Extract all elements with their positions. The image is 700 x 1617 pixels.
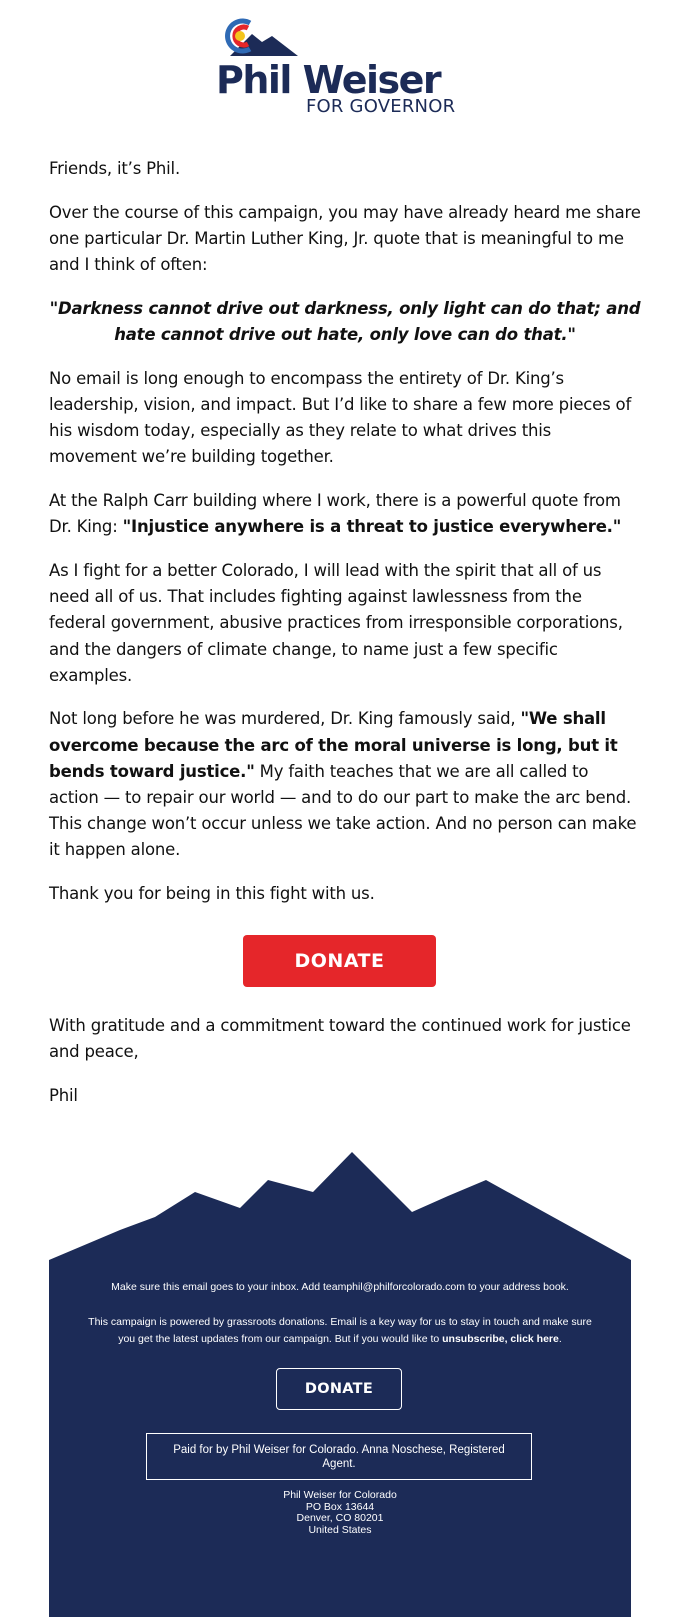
arc-text-a: Not long before he was murdered, Dr. King famously said, xyxy=(49,709,521,729)
arc-quote: "We shall overcome because the arc of the moral universe is long, but it bends toward justice." xyxy=(49,709,618,781)
footer-period: . xyxy=(558,1333,562,1345)
footer-grassroots-text: This campaign is powered by grassroots donations. Email is a key way for us to stay in touch and make sure you get the latest updates from our campaign. But if you would like to xyxy=(88,1316,592,1345)
paid-for-disclaimer: Paid for by Phil Weiser for Colorado. Anna Noschese, Registered Agent. xyxy=(146,1433,532,1480)
address-line: Phil Weiser for Colorado xyxy=(283,1489,397,1501)
mlk-quote: "Darkness cannot drive out darkness, only light can do that; and hate cannot drive out hate, only love can do that." xyxy=(49,298,641,345)
footer-donate-button[interactable]: DONATE xyxy=(276,1368,402,1410)
footer-inbox-note: Make sure this email goes to your inbox. Add teamphil@philforcolorado.com to your address book. xyxy=(111,1281,569,1293)
address-line: Denver, CO 80201 xyxy=(296,1512,384,1525)
email-closing xyxy=(49,1013,641,1127)
paragraph-thanks: Thank you for being in this fight with us. xyxy=(49,884,375,904)
logo-name: Phil Weiser xyxy=(216,58,441,102)
paragraph-leadership: No email is long enough to encompass the entirety of Dr. King’s leadership, vision, and impact. But I’d like to share a few more pieces of his wisdom today, especially as they relate to what drives this movement we’re building together. xyxy=(49,368,632,467)
email-body xyxy=(49,156,641,925)
paragraph-ralph-carr xyxy=(49,488,641,540)
greeting: Friends, it’s Phil. xyxy=(49,159,180,178)
logo-subtitle: FOR GOVERNOR xyxy=(306,96,456,117)
campaign-logo xyxy=(216,16,466,120)
footer-grassroots-note xyxy=(79,1314,601,1348)
donate-button[interactable]: DONATE xyxy=(243,935,436,987)
mailing-address xyxy=(49,1490,631,1537)
arc-text-b: My faith teaches that we are all called to action — to repair our world — and to do our part to make the arc bend. This change won’t occur unless we take action. And no person can make it happen alone. xyxy=(49,761,637,860)
closing-line: With gratitude and a commitment toward the continued work for justice and peace, xyxy=(49,1016,631,1062)
paragraph-arc xyxy=(49,706,641,863)
unsubscribe-link[interactable]: unsubscribe, click here xyxy=(442,1333,559,1345)
paragraph-intro: Over the course of this campaign, you may have already heard me share one particular Dr. Martin Luther King, Jr. quote that is meaningful to me and I think of often: xyxy=(49,202,641,275)
address-line: PO Box 13644 xyxy=(305,1500,375,1513)
injustice-quote: "Injustice anywhere is a threat to justice everywhere." xyxy=(122,517,622,537)
paragraph-colorado: As I fight for a better Colorado, I will lead with the spirit that all of us need all of us. That includes fighting against lawlessness from the federal government, abusive practices from irresponsible corporations, and the dangers of climate change, to name just a few specific examples. xyxy=(49,560,623,685)
address-line: United States xyxy=(308,1524,372,1537)
ralph-carr-text: At the Ralph Carr building where I work, there is a powerful quote from Dr. King: xyxy=(49,491,621,537)
signoff: Phil xyxy=(49,1085,78,1105)
